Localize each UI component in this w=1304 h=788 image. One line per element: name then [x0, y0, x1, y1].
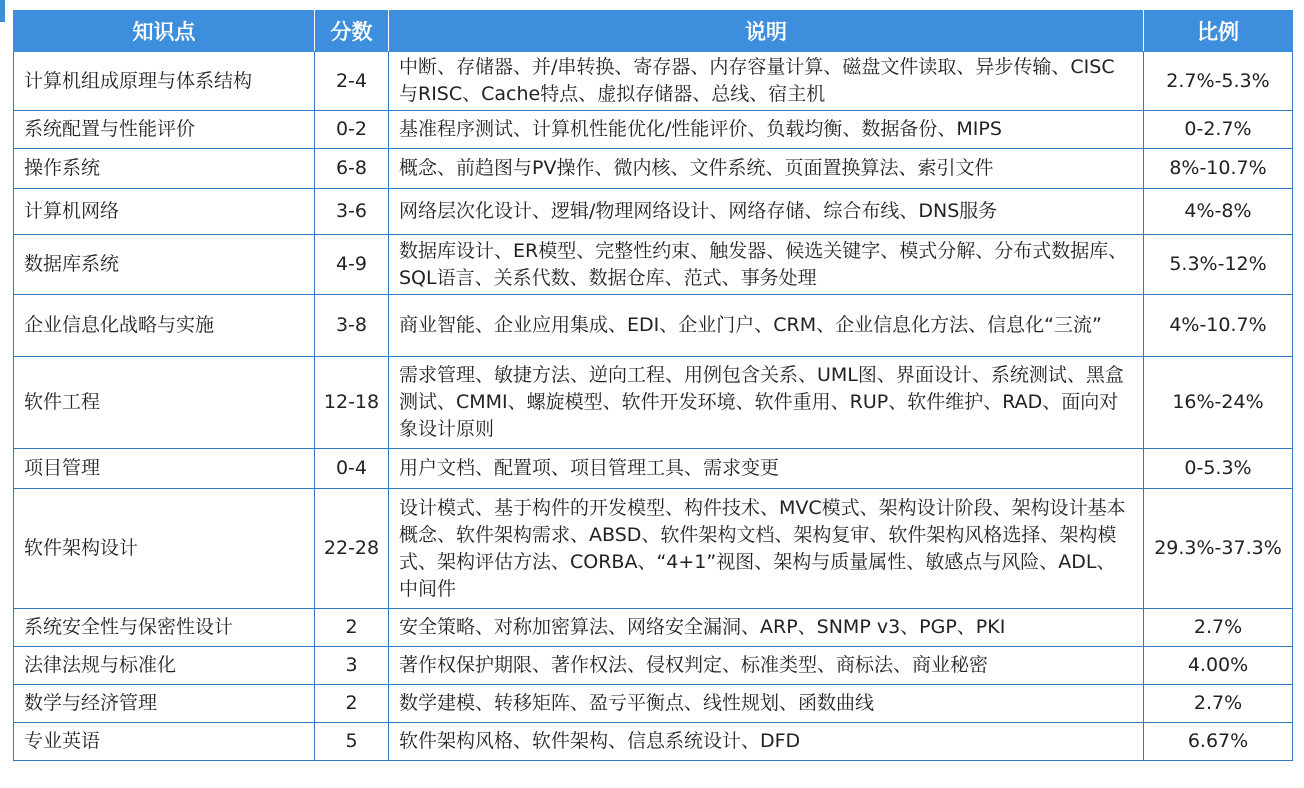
cell-topic: 系统配置与性能评价	[14, 111, 315, 149]
cell-topic: 项目管理	[14, 449, 315, 489]
table-row	[14, 189, 1293, 235]
cell-description: 商业智能、企业应用集成、EDI、企业门户、CRM、企业信息化方法、信息化“三流”	[389, 295, 1144, 357]
cell-description: 网络层次化设计、逻辑/物理网络设计、网络存储、综合布线、DNS服务	[389, 189, 1144, 235]
header-score: 分数	[315, 11, 389, 52]
cell-ratio: 6.67%	[1144, 723, 1293, 761]
table-row	[14, 295, 1293, 357]
cell-ratio: 2.7%	[1144, 609, 1293, 647]
cell-score: 0-2	[315, 111, 389, 149]
cell-description: 软件架构风格、软件架构、信息系统设计、DFD	[389, 723, 1144, 761]
table-row	[14, 723, 1293, 761]
knowledge-table	[13, 10, 1293, 761]
cell-ratio: 4.00%	[1144, 647, 1293, 685]
cell-description: 需求管理、敏捷方法、逆向工程、用例包含关系、UML图、界面设计、系统测试、黑盒测试、CMMI、螺旋模型、软件开发环境、软件重用、RUP、软件维护、RAD、面向对象设计原则	[389, 357, 1144, 449]
cell-topic: 系统安全性与保密性设计	[14, 609, 315, 647]
header-ratio: 比例	[1144, 11, 1293, 52]
cell-score: 2	[315, 685, 389, 723]
cell-topic: 数学与经济管理	[14, 685, 315, 723]
cell-score: 2-4	[315, 52, 389, 111]
cell-topic: 企业信息化战略与实施	[14, 295, 315, 357]
cell-score: 2	[315, 609, 389, 647]
cell-topic: 软件架构设计	[14, 489, 315, 609]
table-row	[14, 52, 1293, 111]
cell-description: 数据库设计、ER模型、完整性约束、触发器、候选关键字、模式分解、分布式数据库、SQL语言、关系代数、数据仓库、范式、事务处理	[389, 235, 1144, 295]
cell-description: 概念、前趋图与PV操作、微内核、文件系统、页面置换算法、索引文件	[389, 149, 1144, 189]
cell-description: 著作权保护期限、著作权法、侵权判定、标准类型、商标法、商业秘密	[389, 647, 1144, 685]
cell-score: 3-8	[315, 295, 389, 357]
table-row	[14, 111, 1293, 149]
table-row	[14, 685, 1293, 723]
knowledge-table-container	[13, 10, 1292, 761]
cell-score: 6-8	[315, 149, 389, 189]
cell-topic: 法律法规与标准化	[14, 647, 315, 685]
cell-topic: 数据库系统	[14, 235, 315, 295]
cell-score: 3	[315, 647, 389, 685]
cell-score: 3-6	[315, 189, 389, 235]
cell-ratio: 5.3%-12%	[1144, 235, 1293, 295]
table-row	[14, 235, 1293, 295]
cell-description: 安全策略、对称加密算法、网络安全漏洞、ARP、SNMP v3、PGP、PKI	[389, 609, 1144, 647]
table-row	[14, 449, 1293, 489]
cell-description: 基准程序测试、计算机性能优化/性能评价、负载均衡、数据备份、MIPS	[389, 111, 1144, 149]
edge-marker	[0, 0, 5, 22]
cell-ratio: 0-2.7%	[1144, 111, 1293, 149]
cell-description: 用户文档、配置项、项目管理工具、需求变更	[389, 449, 1144, 489]
cell-description: 数学建模、转移矩阵、盈亏平衡点、线性规划、函数曲线	[389, 685, 1144, 723]
header-topic: 知识点	[14, 11, 315, 52]
cell-description: 中断、存储器、并/串转换、寄存器、内存容量计算、磁盘文件读取、异步传输、CISC与RISC、Cache特点、虚拟存储器、总线、宿主机	[389, 52, 1144, 111]
header-description: 说明	[389, 11, 1144, 52]
table-row	[14, 149, 1293, 189]
cell-ratio: 0-5.3%	[1144, 449, 1293, 489]
table-row	[14, 609, 1293, 647]
table-row	[14, 647, 1293, 685]
cell-topic: 软件工程	[14, 357, 315, 449]
table-row	[14, 489, 1293, 609]
cell-ratio: 8%-10.7%	[1144, 149, 1293, 189]
cell-topic: 计算机组成原理与体系结构	[14, 52, 315, 111]
cell-score: 12-18	[315, 357, 389, 449]
cell-ratio: 4%-10.7%	[1144, 295, 1293, 357]
cell-score: 0-4	[315, 449, 389, 489]
cell-ratio: 4%-8%	[1144, 189, 1293, 235]
table-row	[14, 357, 1293, 449]
cell-ratio: 2.7%	[1144, 685, 1293, 723]
cell-score: 4-9	[315, 235, 389, 295]
cell-ratio: 29.3%-37.3%	[1144, 489, 1293, 609]
cell-score: 22-28	[315, 489, 389, 609]
cell-ratio: 2.7%-5.3%	[1144, 52, 1293, 111]
cell-ratio: 16%-24%	[1144, 357, 1293, 449]
cell-topic: 操作系统	[14, 149, 315, 189]
cell-score: 5	[315, 723, 389, 761]
cell-description: 设计模式、基于构件的开发模型、构件技术、MVC模式、架构设计阶段、架构设计基本概念、软件架构需求、ABSD、软件架构文档、架构复审、软件架构风格选择、架构模式、架构评估方法、CORBA、“4+1”视图、架构与质量属性、敏感点与风险、ADL、中间件	[389, 489, 1144, 609]
table-header-row	[14, 11, 1293, 52]
cell-topic: 专业英语	[14, 723, 315, 761]
cell-topic: 计算机网络	[14, 189, 315, 235]
